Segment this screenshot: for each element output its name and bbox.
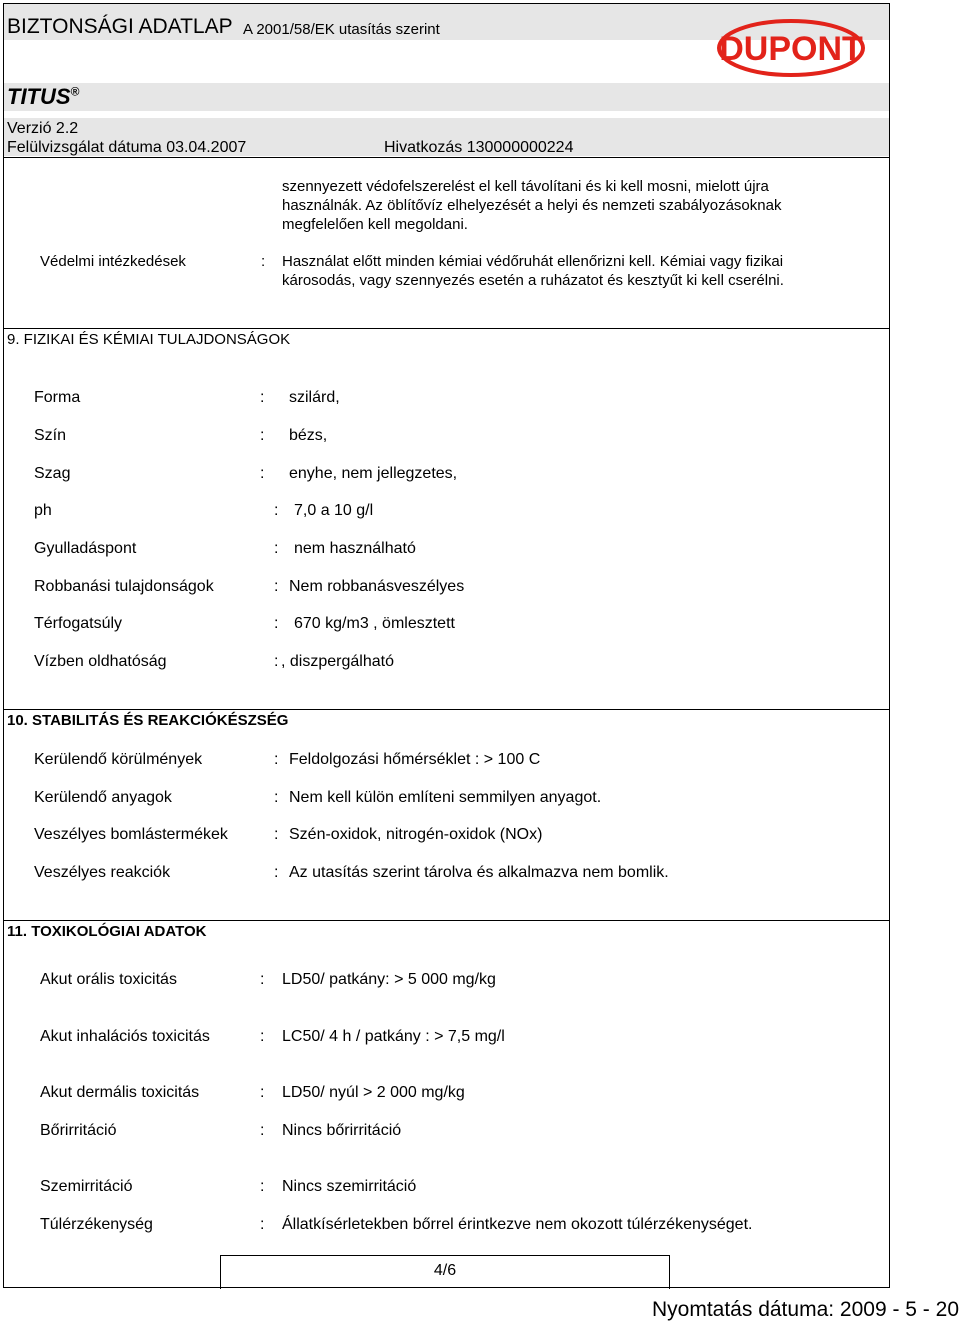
s11-value-eye: Nincs szemirritáció bbox=[282, 1178, 417, 1195]
s11-value-inhalation: LC50/ 4 h / patkány : > 7,5 mg/l bbox=[282, 1028, 505, 1045]
logo-text: DUPONT bbox=[719, 30, 863, 68]
s9-label-flashpoint: Gyulladáspont bbox=[34, 540, 137, 557]
s9-label-szin: Szín bbox=[34, 427, 67, 444]
print-date: Nyomtatás dátuma: 2009 - 5 - 20 bbox=[652, 1298, 959, 1321]
s9-value-density: 670 kg/m3 , ömlesztett bbox=[294, 615, 455, 632]
s11-label-dermal: Akut dermális toxicitás bbox=[40, 1084, 200, 1101]
s11-value-skin: Nincs bőrirritáció bbox=[282, 1122, 402, 1139]
intro-line-3: megfelelően kell megoldani. bbox=[282, 216, 468, 233]
s9-value-ph: 7,0 a 10 g/l bbox=[294, 502, 374, 519]
section9-divider bbox=[4, 328, 889, 329]
s9-colon-density: : bbox=[274, 615, 279, 632]
s11-label-sensitisation: Túlérzékenység bbox=[40, 1216, 153, 1233]
s9-colon-forma: : bbox=[260, 389, 265, 406]
document-title: BIZTONSÁGI ADATLAP bbox=[7, 15, 233, 38]
registered-mark: ® bbox=[70, 84, 80, 99]
s11-value-sensitisation: Állatkísérletekben bőrrel érintkezve nem okozott túlérzékenységet. bbox=[282, 1216, 753, 1233]
s11-label-eye: Szemirritáció bbox=[40, 1178, 133, 1195]
dupont-logo bbox=[716, 18, 866, 78]
s10-colon-reactions: : bbox=[274, 864, 279, 881]
section10-divider bbox=[4, 709, 889, 710]
page-number-box bbox=[220, 1255, 670, 1289]
s9-label-density: Térfogatsúly bbox=[34, 615, 123, 632]
section9-title: 9. FIZIKAI ÉS KÉMIAI TULAJDONSÁGOK bbox=[7, 331, 291, 348]
protective-line-1: Használat előtt minden kémiai védőruhát ellenőrizni kell. Kémiai vagy fizikai bbox=[282, 253, 784, 270]
s11-colon-skin: : bbox=[260, 1122, 265, 1139]
s10-value-decomposition: Szén-oxidok, nitrogén-oxidok (NOx) bbox=[289, 826, 543, 843]
reference-number: Hivatkozás 130000000224 bbox=[384, 139, 574, 156]
header-band-product bbox=[4, 83, 889, 111]
s9-value-forma: szilárd, bbox=[289, 389, 340, 406]
document-subtitle: A 2001/58/EK utasítás szerint bbox=[243, 21, 440, 38]
s11-colon-eye: : bbox=[260, 1178, 265, 1195]
s9-value-solubility: , diszpergálható bbox=[281, 653, 394, 670]
product-name-text: TITUS bbox=[7, 84, 71, 109]
product-name bbox=[7, 84, 79, 110]
s9-value-szin: bézs, bbox=[289, 427, 328, 444]
s9-value-flashpoint: nem használható bbox=[294, 540, 416, 557]
intro-line-1: szennyezett védofelszerelést el kell távolítani és ki kell mosni, mielott újra bbox=[282, 178, 769, 195]
intro-line-2: használnák. Az öblítővíz elhelyezését a helyi és nemzeti szabályozásoknak bbox=[282, 197, 782, 214]
s9-value-szag: enyhe, nem jellegzetes, bbox=[289, 465, 458, 482]
page-number: 4/6 bbox=[433, 1262, 457, 1279]
s10-value-reactions: Az utasítás szerint tárolva és alkalmazva nem bomlik. bbox=[289, 864, 669, 881]
s9-colon-solubility: : bbox=[274, 653, 279, 670]
s10-colon-materials: : bbox=[274, 789, 279, 806]
s10-label-decomposition: Veszélyes bomlástermékek bbox=[34, 826, 228, 843]
s11-colon-oral: : bbox=[260, 971, 265, 988]
s11-colon-sensitisation: : bbox=[260, 1216, 265, 1233]
section11-divider bbox=[4, 920, 889, 921]
header-divider bbox=[4, 157, 889, 158]
protective-line-2: károsodás, vagy szennyezés esetén a ruházatot és kesztyűt ki kell cserélni. bbox=[282, 272, 784, 289]
s9-colon-ph: : bbox=[274, 502, 279, 519]
s9-label-solubility: Vízben oldhatóság bbox=[34, 653, 167, 670]
s9-label-szag: Szag bbox=[34, 465, 71, 482]
section11-title: 11. TOXIKOLÓGIAI ADATOK bbox=[7, 923, 207, 940]
s11-value-dermal: LD50/ nyúl > 2 000 mg/kg bbox=[282, 1084, 465, 1101]
section10-title: 10. STABILITÁS ÉS REAKCIÓKÉSZSÉG bbox=[7, 712, 289, 729]
s9-label-forma: Forma bbox=[34, 389, 81, 406]
s9-colon-szag: : bbox=[260, 465, 265, 482]
s10-value-conditions: Feldolgozási hőmérséklet : > 100 C bbox=[289, 751, 541, 768]
s11-value-oral: LD50/ patkány: > 5 000 mg/kg bbox=[282, 971, 496, 988]
s11-label-skin: Bőrirritáció bbox=[40, 1122, 117, 1139]
s10-value-materials: Nem kell külön említeni semmilyen anyagot. bbox=[289, 789, 602, 806]
s9-colon-szin: : bbox=[260, 427, 265, 444]
version: Verzió 2.2 bbox=[7, 120, 79, 137]
s9-colon-explosive: : bbox=[274, 578, 279, 595]
revision-date: Felülvizsgálat dátuma 03.04.2007 bbox=[7, 139, 247, 156]
s11-colon-inhalation: : bbox=[260, 1028, 265, 1045]
s11-colon-dermal: : bbox=[260, 1084, 265, 1101]
s9-value-explosive: Nem robbanásveszélyes bbox=[289, 578, 465, 595]
s9-colon-flashpoint: : bbox=[274, 540, 279, 557]
s10-label-conditions: Kerülendő körülmények bbox=[34, 751, 203, 768]
s9-label-ph: ph bbox=[34, 502, 52, 519]
s9-label-explosive: Robbanási tulajdonságok bbox=[34, 578, 214, 595]
s11-label-oral: Akut orális toxicitás bbox=[40, 971, 177, 988]
s10-colon-decomposition: : bbox=[274, 826, 279, 843]
s10-colon-conditions: : bbox=[274, 751, 279, 768]
s10-label-reactions: Veszélyes reakciók bbox=[34, 864, 171, 881]
protective-label: Védelmi intézkedések bbox=[40, 253, 186, 270]
s11-label-inhalation: Akut inhalációs toxicitás bbox=[40, 1028, 210, 1045]
protective-colon: : bbox=[261, 253, 266, 270]
s10-label-materials: Kerülendő anyagok bbox=[34, 789, 172, 806]
